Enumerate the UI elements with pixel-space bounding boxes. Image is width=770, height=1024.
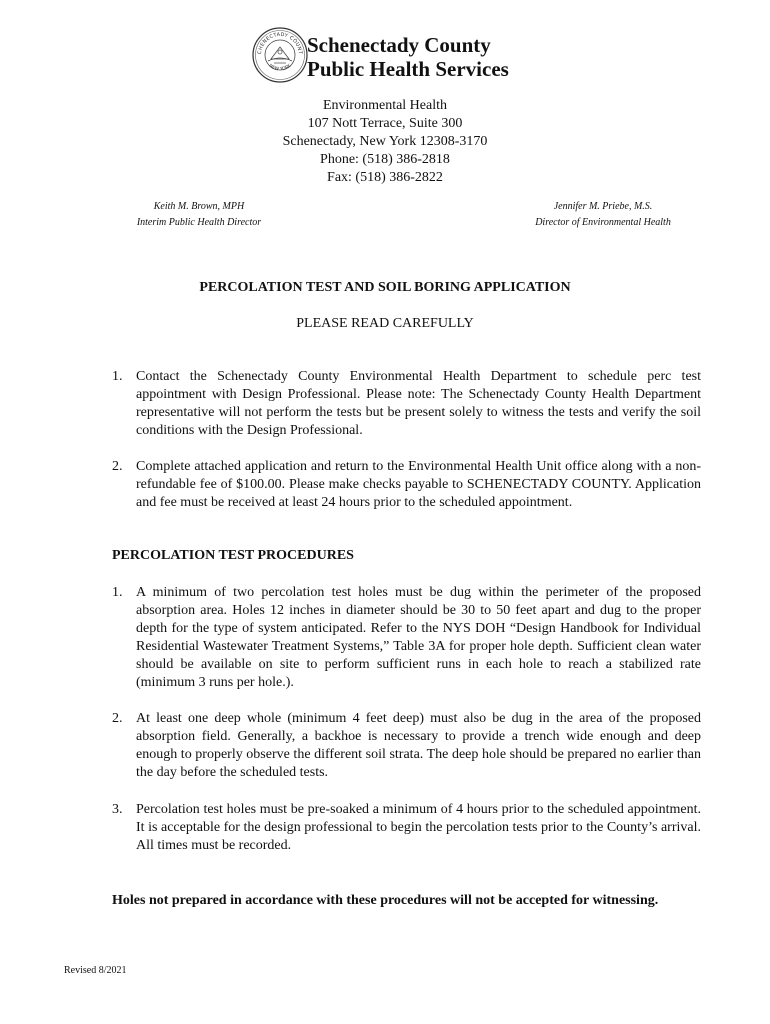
- document-subtitle: PLEASE READ CAREFULLY: [296, 316, 474, 331]
- list-item: [112, 368, 701, 440]
- address-line: Environmental Health: [322, 98, 448, 113]
- org-name-line2: Public Health Services: [307, 57, 509, 81]
- signatory-left-name: Keith M. Brown, MPH: [153, 201, 245, 212]
- signatory-right: [528, 199, 678, 231]
- seal-text-top: CHENECTADY COUNT: [256, 31, 304, 55]
- list-item: [112, 710, 701, 782]
- list-item-number: 2.: [112, 711, 123, 726]
- seal-text-bottom: NEW YORK: [267, 63, 293, 73]
- list-item-number: 1.: [112, 369, 123, 384]
- list-item-text: Contact the Schenectady County Environmental Health Department to schedule perc test appointment with Design Professional. Please note: The Schenectady County Health Department representative will not perform the tests but be present solely to witness the tests and verify the soil conditions with the Design Professional.: [136, 369, 701, 438]
- list-item-number: 2.: [112, 459, 123, 474]
- list-item-text: A minimum of two percolation test holes must be dug within the perimeter of the proposed absorption area. Holes 12 inches in diameter should be 30 to 50 feet apart and dug to the proper depth for the type of system anticipated. Refer to the NYS DOH “Design Handbook for Individual Residential Wastewater Treatment Systems,” Table 3A for proper hole depth. Sufficient clean water should be available on site to perform sufficient runs in each hole to reach a stabilized rate (minimum 3 runs per hole.).: [136, 585, 701, 690]
- list-item-number: 3.: [112, 802, 123, 817]
- list-item: [112, 584, 701, 692]
- list-item-text: Complete attached application and return to the Environmental Health Unit office along with a non-refundable fee of $100.00. Please make checks payable to SCHENECTADY COUNTY. Application and fee must be received at least 24 hours prior to the scheduled appointment.: [136, 459, 701, 510]
- revision-date: Revised 8/2021: [64, 965, 127, 976]
- warning-note: Holes not prepared in accordance with these procedures will not be accepted for witnessing.: [112, 893, 659, 908]
- address-line: 107 Nott Terrace, Suite 300: [307, 116, 463, 131]
- signatory-left: [128, 199, 270, 231]
- county-seal-logo: [252, 27, 308, 83]
- list-item-number: 1.: [112, 585, 123, 600]
- address-line: Schenectady, New York 12308-3170: [282, 134, 488, 149]
- list-item-text: Percolation test holes must be pre-soaked a minimum of 4 hours prior to the scheduled appointment. It is acceptable for the design professional to begin the percolation tests prior to the County’s arrival. All times must be recorded.: [136, 802, 701, 853]
- procedures-heading: PERCOLATION TEST PROCEDURES: [112, 548, 354, 563]
- org-name-line1: Schenectady County: [307, 33, 491, 57]
- svg-text:NEW YORK: [268, 62, 294, 72]
- list-item: [112, 801, 701, 855]
- list-item-text: At least one deep whole (minimum 4 feet deep) must also be dug in the area of the proposed absorption field. Generally, a backhoe is necessary to provide a trench wide enough and deep enough to properly observe the different soil strata. The deep hole should be prepared no earlier than the day before the scheduled tests.: [136, 711, 701, 780]
- signatory-right-name: Jennifer M. Priebe, M.S.: [553, 201, 653, 212]
- list-item: [112, 458, 701, 512]
- signatory-right-title: Director of Environmental Health: [535, 217, 671, 228]
- address-line: Phone: (518) 386-2818: [320, 152, 450, 167]
- signatory-left-title: Interim Public Health Director: [136, 217, 262, 228]
- document-title: PERCOLATION TEST AND SOIL BORING APPLICATION: [199, 280, 571, 295]
- address-line: Fax: (518) 386-2822: [327, 170, 443, 185]
